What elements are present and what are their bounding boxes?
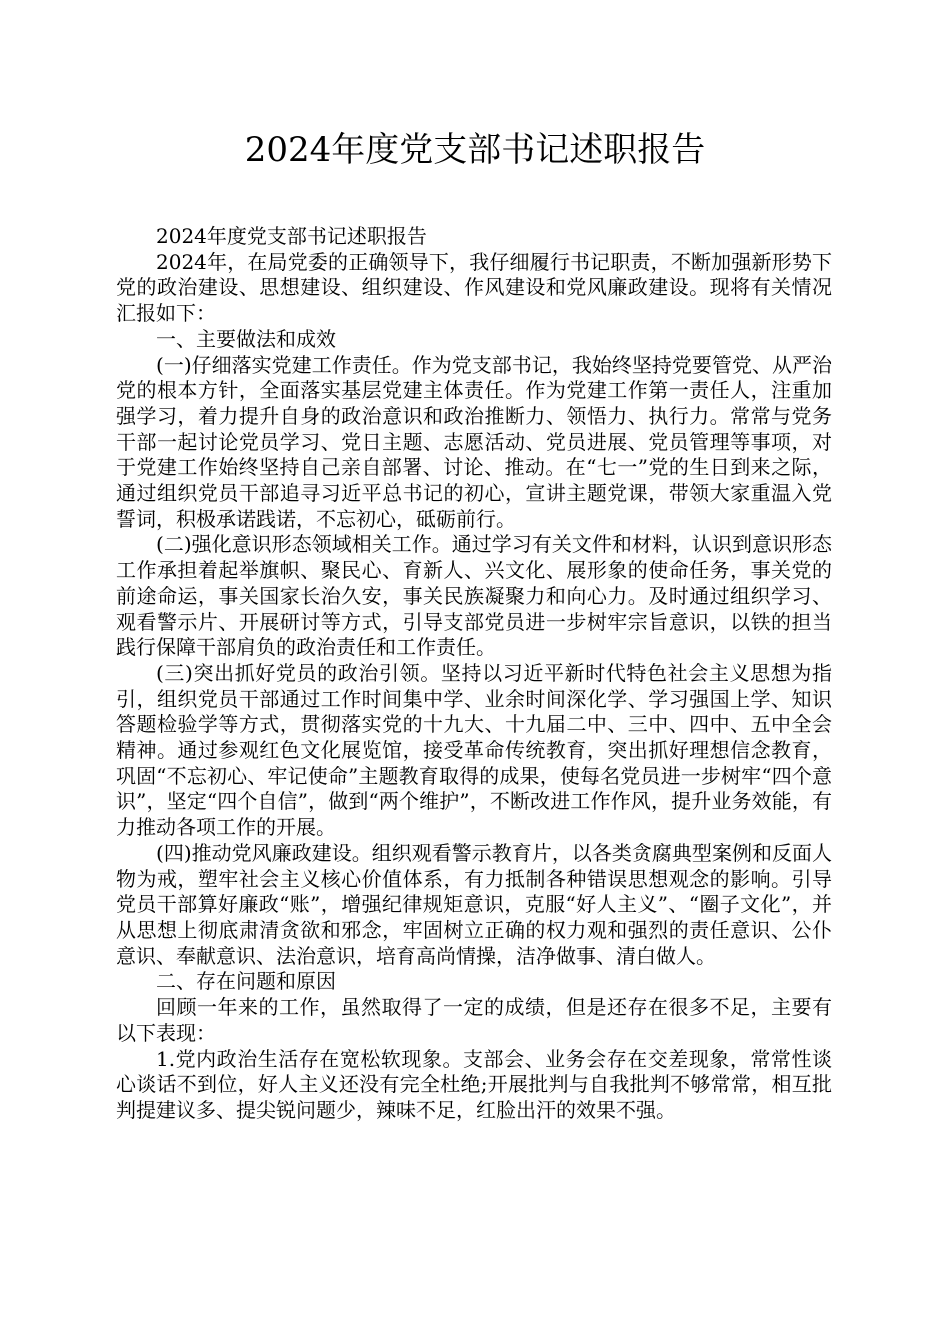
paragraph-item-1: (一)仔细落实党建工作责任。作为党支部书记，我始终坚持党要管党、从严治党的根本方针，全面落实基层党建主体责任。作为党建工作第一责任人，注重加强学习，着力提升自身的政治意识和政治推断力、领悟力、执行力。常常与党务干部一起讨论党员学习、党日主题、志愿活动、党员进展、党员管理等事项，对于党建工作始终坚持自己亲自部署、讨论、推动。在“七一”党的生日到来之际，通过组织党员干部追寻习近平总书记的初心，宣讲主题党课，带领大家重温入党誓词，积极承诺践诺，不忘初心，砥砺前行。 — [116, 352, 832, 531]
paragraph-item-2: (二)强化意识形态领域相关工作。通过学习有关文件和材料，认识到意识形态工作承担着起举旗帜、聚民心、育新人、兴文化、展形象的使命任务，事关党的前途命运，事关国家长治久安，事关民族凝聚力和向心力。及时通过组织学习、观看警示片、开展研讨等方式，引导支部党员进一步树牢宗旨意识，以铁的担当践行保障干部肩负的政治责任和工作责任。 — [116, 532, 832, 660]
paragraph-item-4: (四)推动党风廉政建设。组织观看警示教育片，以各类贪腐典型案例和反面人物为戒，塑牢社会主义核心价值体系，有力抵制各种错误思想观念的影响。引导党员干部算好廉政“账”，增强纪律规矩意识，克服“好人主义”、“圈子文化”，并从思想上彻底肃清贪欲和邪念，牢固树立正确的权力观和强烈的责任意识、公仆意识、奉献意识、法治意识，培育高尚情操，洁净做事、清白做人。 — [116, 840, 832, 968]
paragraph-intro: 2024年，在局党委的正确领导下，我仔细履行书记职责，不断加强新形势下党的政治建设、思想建设、组织建设、作风建设和党风廉政建设。现将有关情况汇报如下： — [116, 249, 832, 326]
paragraph-problem-1: 1.党内政治生活存在宽松软现象。支部会、业务会存在交差现象，常常性谈心谈话不到位，好人主义还没有完全杜绝;开展批判与自我批判不够常常，相互批判提建议多、提尖锐问题少，辣味不足，红脸出汗的效果不强。 — [116, 1046, 832, 1122]
paragraph-problems-intro: 回顾一年来的工作，虽然取得了一定的成绩，但是还存在很多不足，主要有以下表现： — [116, 995, 832, 1045]
document-title: 2024年度党支部书记述职报告 — [244, 130, 706, 170]
document-body — [116, 224, 832, 1124]
section-heading-practices: 一、主要做法和成效 — [156, 326, 336, 351]
paragraph-item-3: (三)突出抓好党员的政治引领。坚持以习近平新时代特色社会主义思想为指引，组织党员干部通过工作时间集中学、业余时间深化学、学习强国上学、知识答题检验学等方式，贯彻落实党的十九大、十九届二中、三中、四中、五中全会精神。通过参观红色文化展览馆，接受革命传统教育，突出抓好理想信念教育，巩固“不忘初心、牢记使命”主题教育取得的成果，使每名党员进一步树牢“四个意识”，坚定“四个自信”，做到“两个维护”，不断改进工作作风，提升业务效能，有力推动各项工作的开展。 — [116, 660, 832, 840]
paragraph-subtitle: 2024年度党支部书记述职报告 — [156, 224, 427, 248]
section-heading-problems: 二、存在问题和原因 — [156, 969, 336, 994]
